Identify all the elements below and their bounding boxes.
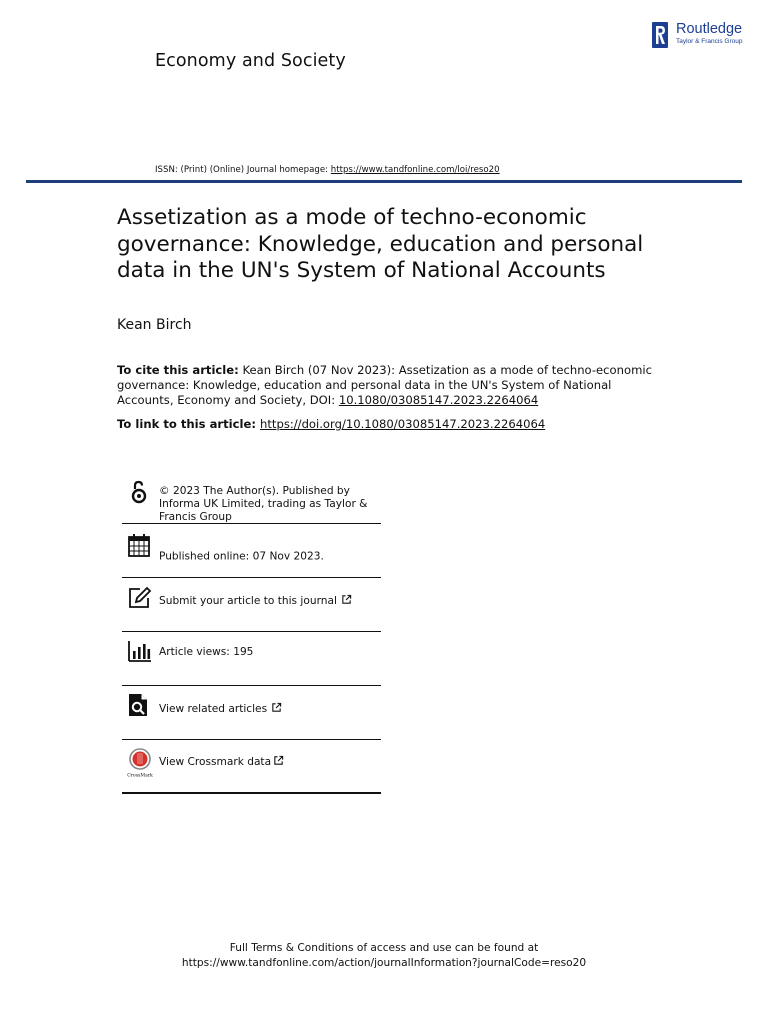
crossmark-row[interactable] — [122, 740, 381, 794]
related-articles-row[interactable] — [122, 686, 381, 740]
publisher-logo[interactable] — [652, 21, 748, 51]
submit-article-link[interactable] — [159, 594, 381, 608]
external-link-icon — [271, 702, 282, 713]
publisher-subtitle: Taylor & Francis Group — [676, 38, 743, 45]
open-access-icon — [126, 479, 152, 505]
bar-chart-icon — [126, 639, 152, 665]
open-access-row — [122, 476, 381, 524]
article-link-line — [117, 417, 545, 431]
published-online-text: Published online: 07 Nov 2023. — [159, 550, 324, 563]
article-info-list — [122, 476, 381, 794]
crossmark-icon — [126, 748, 154, 778]
crossmark-label: View Crossmark data — [159, 756, 272, 768]
crossmark-icon-caption: CrossMark — [127, 773, 153, 778]
publisher-name: Routledge — [676, 21, 743, 37]
article-doi-url[interactable]: https://doi.org/10.1080/03085147.2023.2264064 — [260, 417, 546, 431]
link-label: To link to this article: — [117, 417, 261, 431]
submit-article-label: Submit your article to this journal — [159, 595, 337, 607]
article-title: Assetization as a mode of techno-economic governance: Knowledge, education and personal data in the UN's System of National Accounts — [117, 205, 644, 283]
citation-block — [117, 363, 662, 409]
footer-terms-link[interactable]: https://www.tandfonline.com/action/journalInformation?journalCode=reso20 — [181, 957, 587, 969]
related-articles-label: View related articles — [159, 703, 268, 715]
cite-text: Kean Birch (07 Nov 2023): Assetization as a mode of techno-economic governance: Knowledge, education and personal data in the UN's System of National Accounts, Economy and Society, DOI: — [117, 363, 652, 408]
journal-homepage-link[interactable]: https://www.tandfonline.com/loi/reso20 — [330, 165, 500, 175]
issn-line — [155, 165, 500, 175]
article-views-text: Article views: 195 — [159, 646, 254, 658]
published-online-row — [122, 524, 381, 578]
related-articles-link[interactable] — [159, 702, 381, 716]
header-divider — [26, 180, 742, 183]
edit-icon — [126, 585, 152, 611]
routledge-logo-icon — [652, 22, 668, 48]
issn-text: ISSN: (Print) (Online) Journal homepage: — [155, 165, 331, 175]
crossmark-link[interactable] — [159, 755, 381, 769]
external-link-icon — [273, 755, 284, 766]
author-name: Kean Birch — [117, 317, 192, 333]
footer-line-1: Full Terms & Conditions of access and use can be found at — [229, 942, 539, 954]
cite-label: To cite this article: — [117, 363, 239, 377]
search-document-icon — [126, 692, 152, 718]
doi-link[interactable]: 10.1080/03085147.2023.2264064 — [338, 393, 539, 408]
calendar-icon — [126, 532, 152, 558]
article-views-row — [122, 632, 381, 686]
open-access-text: © 2023 The Author(s). Published by Informa UK Limited, trading as Taylor & Francis Group — [159, 485, 368, 523]
journal-title: Economy and Society — [155, 51, 346, 71]
footer-terms — [0, 941, 768, 971]
submit-article-row[interactable] — [122, 578, 381, 632]
external-link-icon — [341, 594, 352, 605]
